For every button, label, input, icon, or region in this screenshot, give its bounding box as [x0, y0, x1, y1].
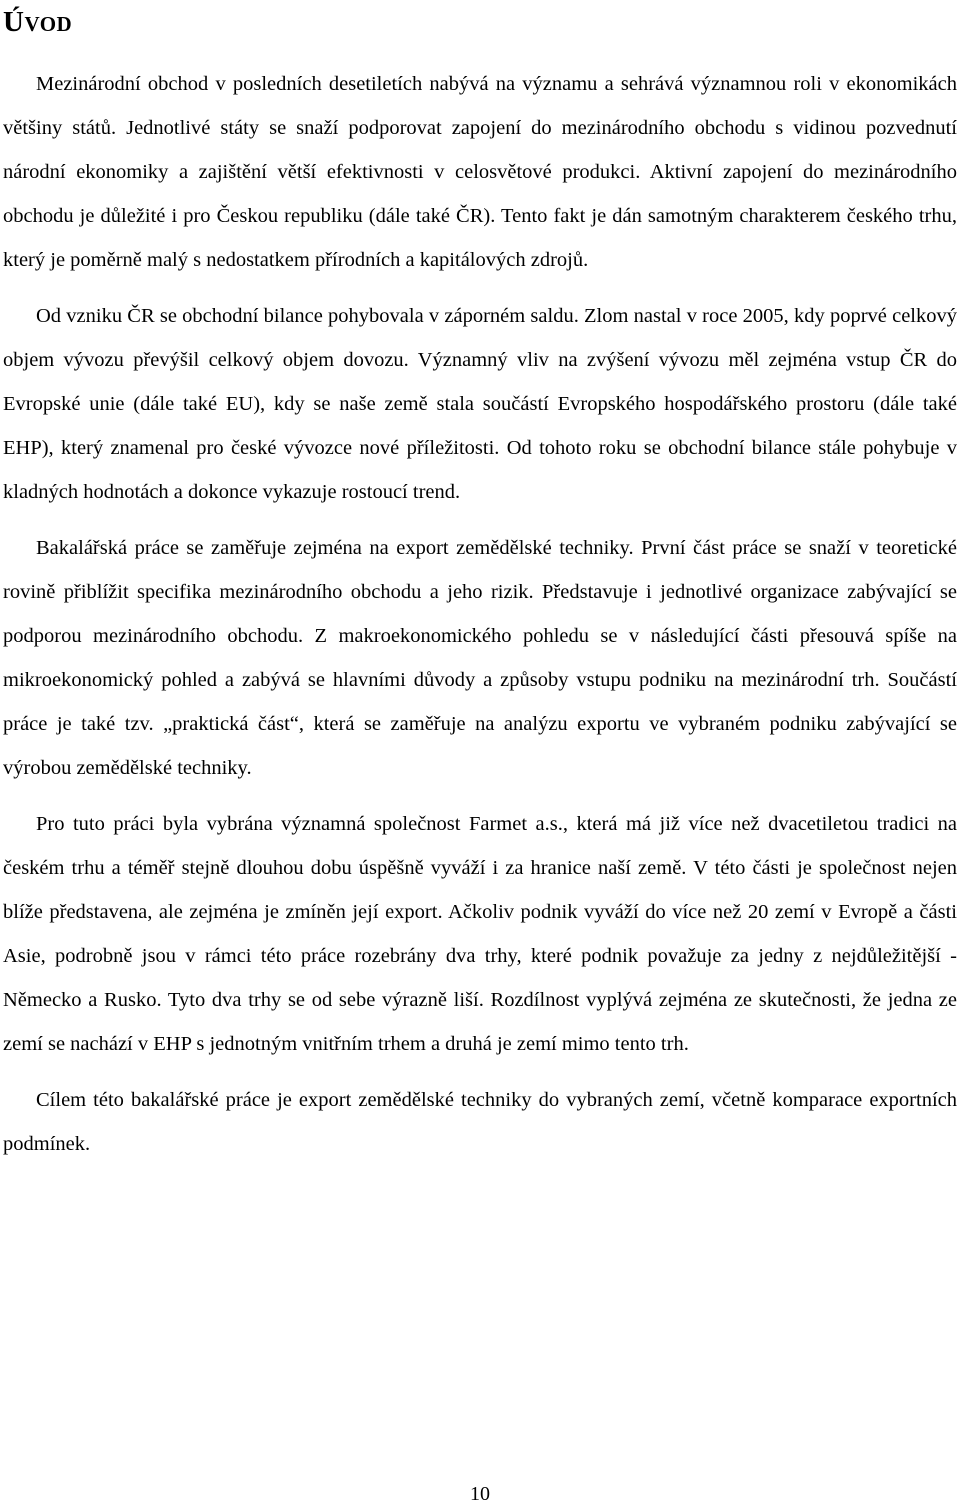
chapter-heading — [3, 4, 72, 42]
paragraph: Pro tuto práci byla vybrána významná společnost Farmet a.s., která má již více než dvacetiletou tradici na českém trhu a téměř stejně dlouhou dobu úspěšně vyváží i za hranice naší země. V této části je společnost nejen blíže představena, ale zejména je zmíněn její export. Ačkoliv podnik vyváží do více než 20 zemí v Evropě a části Asie, podrobně jsou v rámci této práce rozebrány dva trhy, které podnik považuje za jedny z nejdůležitější - Německo a Rusko. Tyto dva trhy se od sebe výrazně liší. Rozdílnost vyplývá zejména ze skutečnosti, že jedna ze zemí se nachází v EHP s jednotným vnitřním trhem a druhá je zemí mimo tento trh. — [3, 813, 957, 1055]
heading-rest: VOD — [24, 12, 73, 36]
paragraph: Mezinárodní obchod v posledních desetiletích nabývá na významu a sehrává významnou roli v ekonomikách většiny států. Jednotlivé státy se snaží podporovat zapojení do mezinárodního obchodu s vidinou pozvednutí národní ekonomiky a zajištění větší efektivnosti v celosvětové produkci. Aktivní zapojení do mezinárodního obchodu je důležité i pro Českou republiku (dále také ČR). Tento fakt je dán samotným charakterem českého trhu, který je poměrně malý s nedostatkem přírodních a kapitálových zdrojů. — [3, 73, 957, 271]
heading-first-letter: Ú — [3, 6, 25, 38]
body-text — [3, 62, 957, 1166]
paragraph: Cílem této bakalářské práce je export zemědělské techniky do vybraných zemí, včetně komparace exportních podmínek. — [3, 1089, 957, 1155]
page-number: 10 — [470, 1483, 490, 1505]
paragraph: Od vzniku ČR se obchodní bilance pohybovala v záporném saldu. Zlom nastal v roce 2005, kdy poprvé celkový objem vývozu převýšil celkový objem dovozu. Významný vliv na zvýšení vývozu měl zejména vstup ČR do Evropské unie (dále také EU), kdy se naše země stala součástí Evropského hospodářského prostoru (dále také EHP), který znamenal pro české vývozce nové příležitosti. Od tohoto roku se obchodní bilance stále pohybuje v kladných hodnotách a dokonce vykazuje rostoucí trend. — [3, 305, 957, 503]
paragraph: Bakalářská práce se zaměřuje zejména na export zemědělské techniky. První část práce se snaží v teoretické rovině přiblížit specifika mezinárodního obchodu a jeho rizik. Představuje i jednotlivé organizace zabývající se podporou mezinárodního obchodu. Z makroekonomického pohledu se v následující části přesouvá spíše na mikroekonomický pohled a zabývá se hlavními důvody a způsoby vstupu podniku na mezinárodní trh. Součástí práce je také tzv. „praktická část“, která se zaměřuje na analýzu exportu ve vybraném podniku zabývající se výrobou zemědělské techniky. — [3, 537, 957, 779]
